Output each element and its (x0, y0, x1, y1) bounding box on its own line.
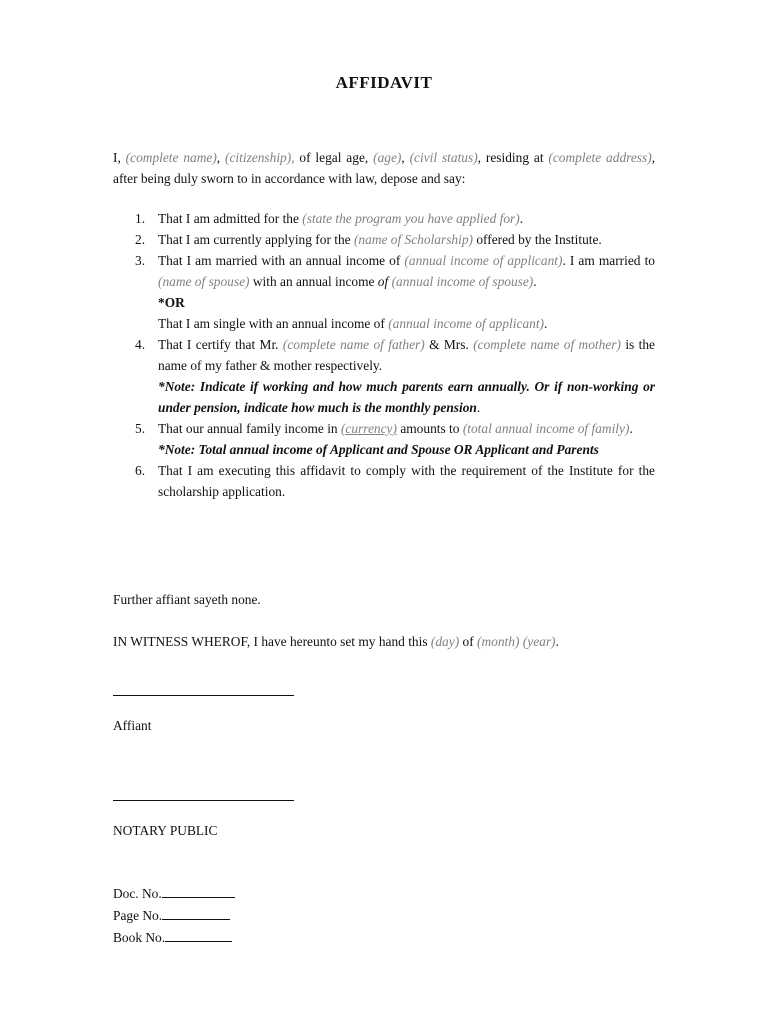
witness-text: of (459, 634, 478, 649)
doc-no-label: Doc. No. (113, 886, 162, 901)
item-text: offered by the Institute. (472, 232, 602, 247)
placeholder-program: (state the program you have applied for) (302, 211, 520, 226)
item-number: 4. (135, 337, 146, 352)
affiant-label: Affiant (113, 718, 152, 733)
placeholder-complete-name: (complete name) (125, 150, 217, 165)
item-text: . (519, 211, 524, 226)
intro-paragraph (113, 147, 655, 189)
placeholder-mother-name: (complete name of mother) (473, 337, 621, 352)
witness-text: IN WITNESS WHEROF, I have hereunto set my hand this (113, 634, 431, 649)
placeholder-spouse-income: (annual income of spouse) (391, 274, 534, 289)
intro-text: of legal age, (294, 150, 374, 165)
placeholder-spouse-name: (name of spouse) (158, 274, 250, 289)
witness-text: . (555, 634, 559, 649)
placeholder-currency: (currency) (340, 421, 397, 436)
placeholder-month: (month) (477, 634, 520, 649)
item-text: That our annual family income in (158, 421, 341, 436)
page-no-field (113, 905, 230, 926)
item-text: . (533, 274, 537, 289)
item-parents-text (158, 334, 655, 376)
note-text: *Note: Indicate if working and how much parents earn annually. Or if non-working or under pension, indicate how much is the monthly pension (158, 379, 655, 415)
witness-paragraph (113, 631, 655, 652)
list-item (113, 229, 655, 250)
doc-no-line (162, 883, 235, 898)
item-text: That I am currently applying for the (158, 232, 354, 247)
item-family-income-text (158, 418, 655, 439)
item-married-text (158, 250, 655, 292)
item-text: That I am single with an annual income of (158, 316, 389, 331)
intro-text: I, (113, 150, 126, 165)
item-text: . (629, 421, 633, 436)
intro-text: , (216, 150, 226, 165)
item-number: 3. (135, 253, 146, 268)
placeholder-complete-address: (complete address) (548, 150, 652, 165)
intro-text: , after being duly sworn to in accordance with law, depose and say: (113, 150, 656, 186)
item-single-text (158, 313, 655, 334)
item-text: . I am married to (562, 253, 655, 268)
document-title: AFFIDAVIT (335, 73, 433, 92)
intro-text: , (401, 150, 410, 165)
list-item (113, 460, 655, 502)
item-number: 6. (135, 463, 146, 478)
list-item (113, 418, 655, 460)
item-text: . (544, 316, 548, 331)
list-item (113, 208, 655, 229)
placeholder-applicant-income: (annual income of applicant) (388, 316, 545, 331)
item-number: 2. (135, 232, 146, 247)
item-text: with an annual income (249, 274, 378, 289)
note-parents-income (158, 376, 655, 418)
item-text: That I am admitted for the (158, 211, 303, 226)
book-no-line (165, 927, 232, 942)
intro-text: , residing at (477, 150, 549, 165)
item-text: That I am married with an annual income of (158, 253, 405, 268)
placeholder-citizenship: (citizenship), (225, 150, 295, 165)
item-text: & Mrs. (424, 337, 474, 352)
placeholder-scholarship-name: (name of Scholarship) (353, 232, 473, 247)
placeholder-civil-status: (civil status) (409, 150, 478, 165)
or-separator: *OR (158, 295, 185, 310)
page-no-line (162, 905, 230, 920)
item-text: of (377, 274, 389, 289)
item-text: That I am executing this affidavit to comply with the requirement of the Institute for the scholarship application. (158, 463, 655, 499)
book-no-label: Book No. (113, 930, 166, 945)
item-number: 5. (135, 421, 146, 436)
list-item (113, 334, 655, 418)
further-affiant: Further affiant sayeth none. (113, 592, 261, 607)
placeholder-father-name: (complete name of father) (282, 337, 425, 352)
placeholder-year: (year) (522, 634, 556, 649)
note-text: . (476, 400, 481, 415)
placeholder-age: (age) (373, 150, 402, 165)
placeholder-family-income: (total annual income of family) (462, 421, 630, 436)
doc-no-field (113, 883, 235, 904)
item-text: amounts to (396, 421, 463, 436)
item-text: That I certify that Mr. (158, 337, 283, 352)
placeholder-applicant-income: (annual income of applicant) (404, 253, 563, 268)
book-no-field (113, 927, 232, 948)
page-no-label: Page No. (113, 908, 163, 923)
item-number: 1. (135, 211, 146, 226)
affiant-signature-line (113, 695, 294, 696)
statement-list (113, 208, 655, 502)
list-item (113, 250, 655, 334)
note-total-income: *Note: Total annual income of Applicant and Spouse OR Applicant and Parents (158, 442, 599, 457)
placeholder-day: (day) (430, 634, 460, 649)
notary-label: NOTARY PUBLIC (113, 823, 218, 838)
item-text: is the name of my father & mother respectively. (158, 337, 655, 373)
notary-signature-line (113, 800, 294, 801)
